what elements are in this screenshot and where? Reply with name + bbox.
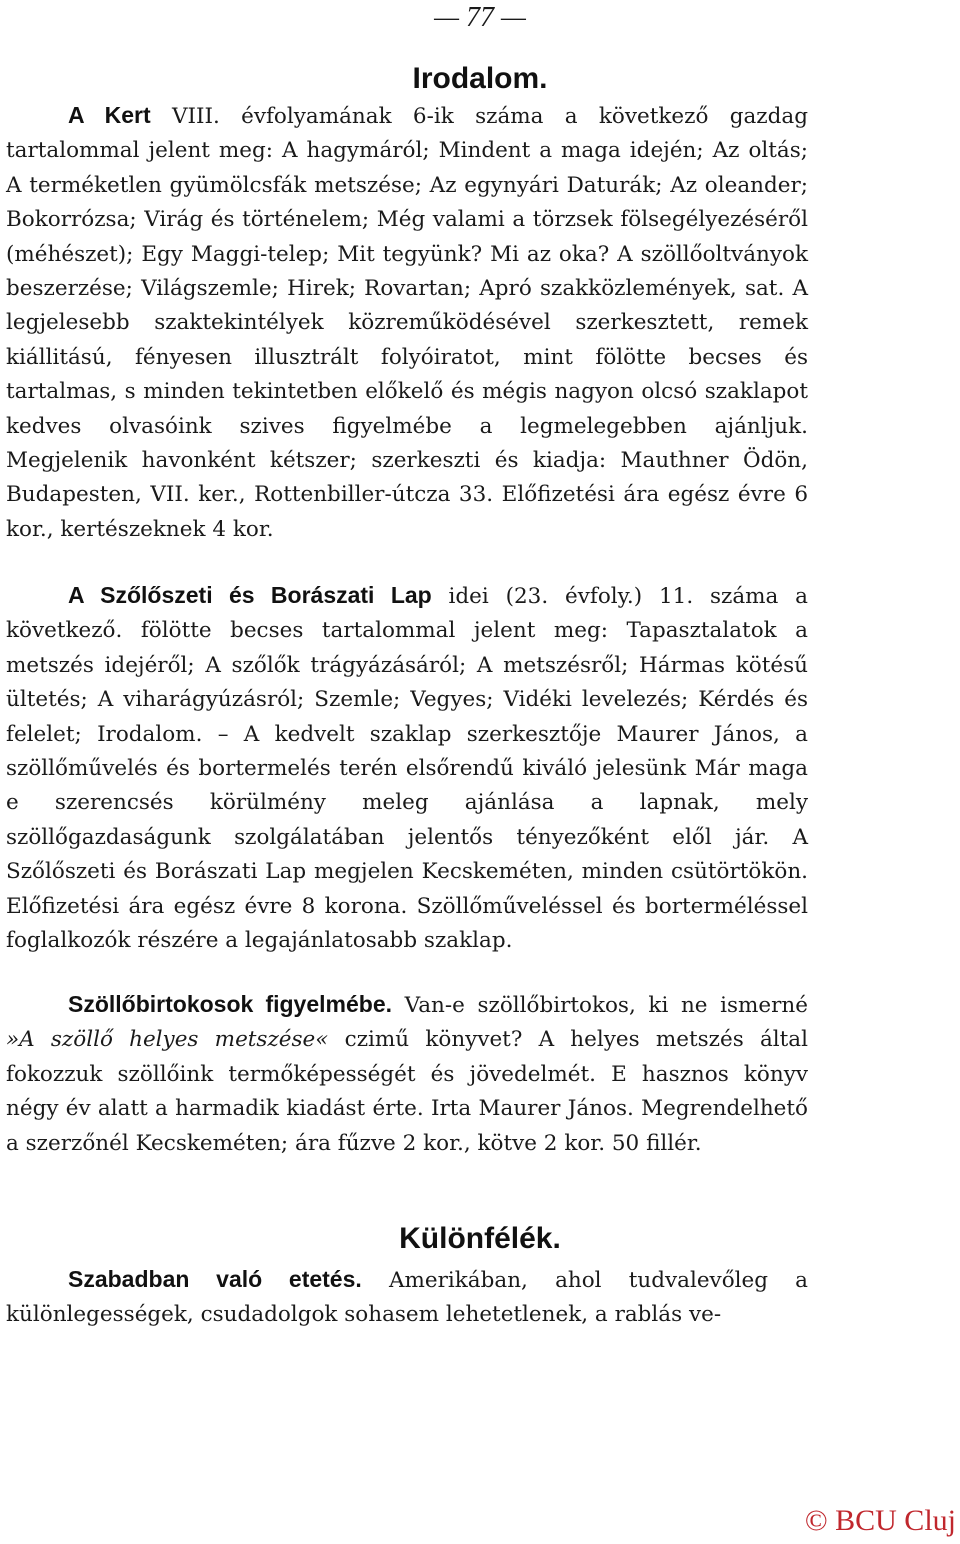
paragraph-szollobirtokosok: [6, 987, 808, 1161]
paragraph-text: VIII. évfolyamának 6-ik száma a következő gazdag tartalommal jelent meg: A hagymáról; Mindent a maga idején; Az oltás; A terméketlen gyümölcsfák metszése; Az egynyári Daturák; Az oleander; Bokorrózsa; Virág és történelem; Még valami a törzsek fölsegélyezéséről (méhészet); Egy Maggi-telep; Mit tegyünk? Mi az oka? A szöllőoltványok beszerzése; Világszemle; Hirek; Rovartan; Apró szakközlemények, sat. A legjelesebb szaktekintélyek közreműködésével szerkesztett, remek kiállitású, fényesen illusztrált folyóiratot, mint fölötte becses és tartalmas, s minden tekintetben előkelő és mégis nagyon olcsó szaklapot kedves olvasóink szives figyelmébe a legmelegebben ajánljuk. Megjelenik havonként kétszer; szerkeszti és kiadja: Mauthner Ödön, Budapesten, VII. ker., Rottenbiller-útcza 33. Előfizetési ára egész évre 6 kor., kertészeknek 4 kor.: [6, 104, 808, 542]
paragraph-lead: A Szőlőszeti és Borászati Lap: [68, 582, 432, 608]
paragraph-text: Van-e szöllőbirtokos, ki ne ismerné: [404, 993, 808, 1018]
paragraph-lead: Szabadban való etetés.: [68, 1266, 362, 1292]
paragraph-szoloszeti-lap: [6, 578, 808, 958]
paragraph-szabadban-etetes: [6, 1262, 808, 1333]
paragraph-text: idei (23. évfoly.) 11. száma a következő. fölötte becses tartalommal jelent meg: Tapasztalatok a metszés idejéről; A szőlők trágyázásáról; A metszésről; Hármas kötésű ültetés; A viharágyúzásról; Szemle; Vegyes; Vidéki levelezés; Kérdés és felelet; Irodalom. – A kedvelt szaklap szerkesztője Maurer János, a szöllőművelés és bortermelés terén elsőrendű kiváló jelesünk Már maga e szerencsés körülmény meleg ajánlása a lapnak, mely szöllőgazdaságunk szolgálatában jelentős tényezőként elől jár. A Szőlőszeti és Borászati Lap megjelen Kecskeméten, minden csütörtökön. Előfizetési ára egész évre 8 korona. Szöllőműveléssel és borterméléssel foglalkozók részére a legajánlatosabb szaklap.: [6, 584, 808, 954]
book-title: »A szöllő helyes metszése«: [6, 1027, 329, 1053]
library-watermark: © BCU Cluj: [804, 1504, 956, 1537]
paragraph-lead: A Kert: [68, 102, 151, 128]
paragraph-text: czimű könyvet? A helyes metszés által fokozzuk szöllőink termőképességét és jövedelmét. E hasznos könyv négy év alatt a harmadik kiadást érte. Irta Maurer János. Megrendelhető a szerzőnél Kecskeméten; ára fűzve 2 kor., kötve 2 kor. 50 fillér.: [6, 1027, 808, 1156]
paragraph-a-kert: [6, 98, 808, 547]
section-title-kulonfelek: Különfélék.: [399, 1222, 561, 1255]
section-title-irodalom: Irodalom.: [412, 62, 548, 95]
page-number: — 77 —: [434, 2, 526, 33]
paragraph-lead: Szöllőbirtokosok figyelmébe.: [68, 991, 393, 1017]
paragraph-text: Amerikában, ahol tudvalevőleg a különlegességek, csudadolgok sohasem lehetetlenek, a rablás ve-: [6, 1268, 808, 1328]
